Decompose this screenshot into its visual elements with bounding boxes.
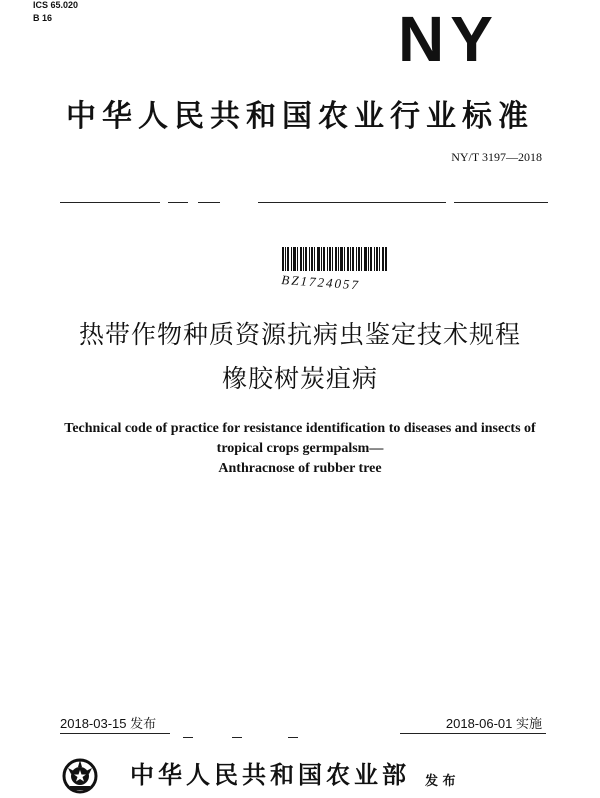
date-rule-dash [232, 737, 242, 738]
implement-date: 2018-06-01 实施 [445, 716, 542, 731]
title-en-line2: tropical crops germpalsm— [216, 441, 384, 456]
national-emblem-icon [62, 758, 98, 794]
title-zh-line1: 热带作物种质资源抗病虫鉴定技术规程 [78, 320, 521, 349]
date-rule-dash [288, 737, 298, 738]
date-rule-dash [183, 737, 193, 738]
date-rule-left [60, 733, 170, 734]
divider-left-dash [198, 202, 220, 203]
ics-code: ICS 65.020 [33, 0, 79, 10]
divider-left-dash [168, 202, 188, 203]
title-en-line3: Anthracnose of rubber tree [218, 461, 382, 476]
barcode [282, 247, 388, 271]
ny-logo: NY [398, 3, 499, 75]
standard-category-title: 中华人民共和国农业行业标准 [66, 99, 534, 134]
divider-right-end [454, 202, 548, 203]
classification-code: B 16 [33, 13, 53, 23]
divider-left [60, 202, 160, 203]
date-rule-right [400, 733, 546, 734]
divider-right [258, 202, 446, 203]
publish-label: 发 布 [425, 774, 456, 789]
issue-date: 2018-03-15 发布 [60, 716, 157, 731]
standard-number: NY/T 3197—2018 [451, 150, 542, 164]
title-en-line1: Technical code of practice for resistance identification to diseases and insects of [64, 421, 536, 436]
barcode-number: BZ1724057 [280, 272, 361, 293]
publisher-name: 中华人民共和国农业部 [130, 761, 410, 789]
title-zh-line2: 橡胶树炭疽病 [221, 364, 378, 393]
